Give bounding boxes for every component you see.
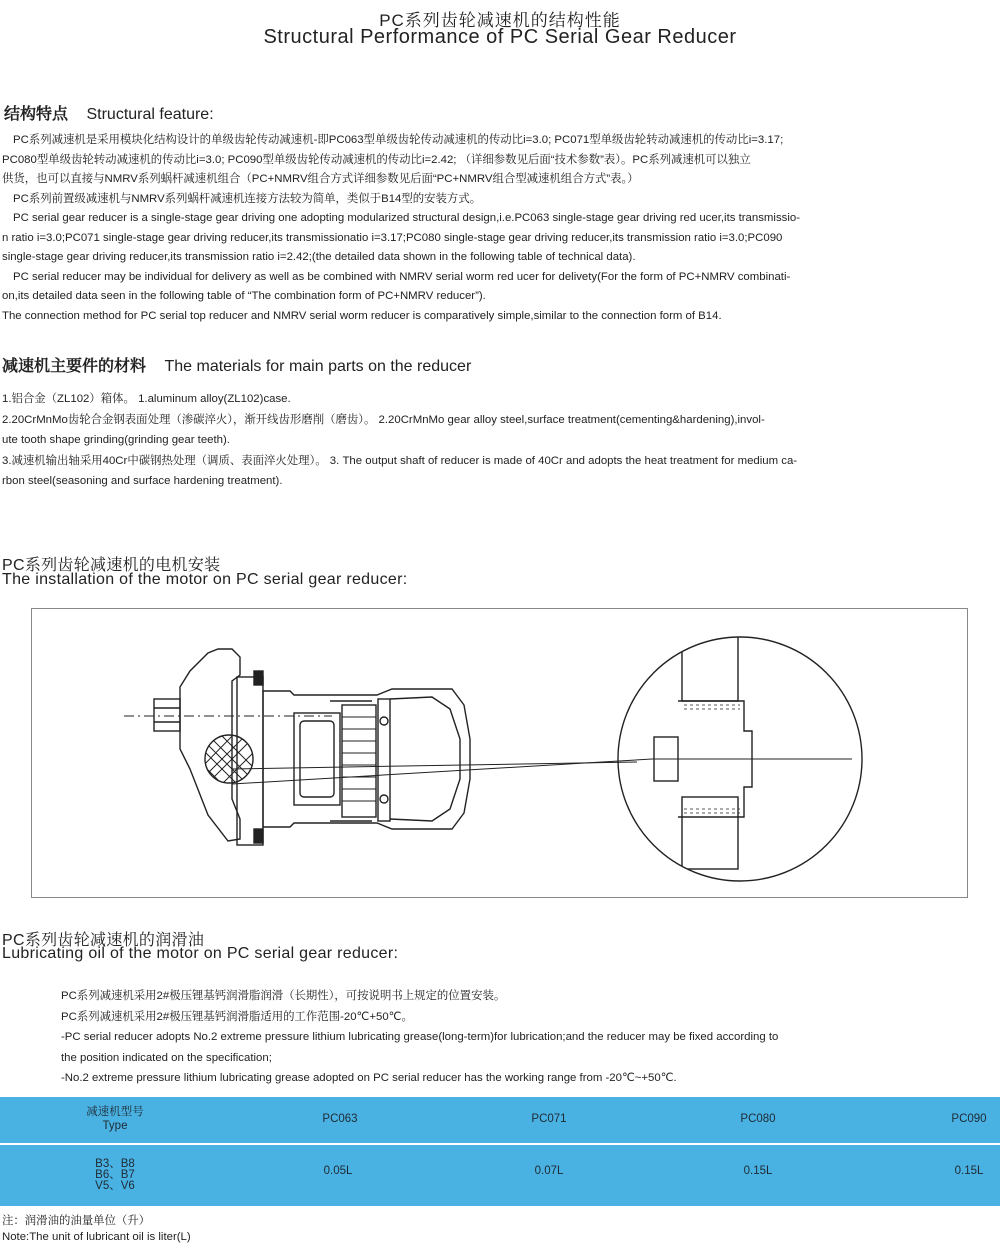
value-cell: 0.05L <box>323 1165 353 1177</box>
lubrication-heading-en: Lubricating oil of the motor on PC serial gear reducer: <box>2 945 399 962</box>
structure-heading-en: Structural feature: <box>86 106 214 123</box>
note <box>2 1213 191 1245</box>
value-cell: 0.07L <box>534 1165 564 1177</box>
type-header-cn: 减速机型号 <box>86 1106 144 1118</box>
materials-line: 1.铝合金（ZL102）箱体。 1.aluminum alloy(ZL102)case. <box>2 393 291 405</box>
motor-installation-drawing <box>31 608 968 898</box>
structure-line: single-stage gear driving reducer,its transmission ratio i=2.42;(the detailed data shown in the following table of technical data). <box>2 251 636 263</box>
lubrication-line: -No.2 extreme pressure lithium lubricating grease adopted on PC serial reducer has the working range from -20℃~+50℃. <box>61 1072 677 1084</box>
position-cell <box>65 1159 165 1192</box>
title-en: Structural Performance of PC Serial Gear Reducer <box>263 26 737 48</box>
type-header <box>65 1105 165 1133</box>
value-cell: 0.15L <box>743 1165 773 1177</box>
structure-heading <box>4 101 214 124</box>
type-header-en: Type <box>102 1120 128 1132</box>
structure-heading-cn: 结构特点 <box>4 106 69 123</box>
structure-line: PC系列减速机是采用模块化结构设计的单级齿轮传动减速机-即PC063型单级齿轮传动减速机的传动比i=3.0; PC071型单级齿轮转动减速机的传动比i=3.17; <box>13 134 784 146</box>
gear-reducer-diagram <box>32 609 967 897</box>
structure-body <box>2 131 997 326</box>
lubricant-table <box>0 1097 1000 1206</box>
note-cn: 注：润滑油的油量单位（升） <box>2 1215 151 1227</box>
structure-line: PC serial gear reducer is a single-stage gear driving one adopting modularized structural design,i.e.PC063 single-stage gear driving red ucer,its transmissio- <box>13 212 800 224</box>
note-en: Note:The unit of lubricant oil is liter(L) <box>2 1231 191 1243</box>
lubrication-heading-cn: PC系列齿轮减速机的润滑油 <box>2 932 205 949</box>
title-cn: PC系列齿轮减速机的结构性能 <box>379 11 621 30</box>
model-header: PC071 <box>531 1113 567 1125</box>
materials-heading-cn: 减速机主要件的材料 <box>2 358 147 375</box>
materials-body <box>2 389 797 492</box>
structure-line: on,its detailed data seen in the following table of “The combination form of PC+NMRV reducer”). <box>2 290 486 302</box>
structure-line: 供货，也可以直接与NMRV系列蜗杆减速机组合（PC+NMRV组合方式详细参数见后面“PC+NMRV组合型减速机组合方式”表。） <box>2 173 639 185</box>
table-divider <box>0 1143 1000 1145</box>
installation-heading-en: The installation of the motor on PC serial gear reducer: <box>2 571 408 588</box>
lubrication-body <box>61 986 778 1089</box>
structure-line: PC serial reducer may be individual for delivery as well as be combined with NMRV serial worm red ucer for delivety(For the form of PC+NMRV combinati- <box>13 270 791 283</box>
lubrication-line: PC系列减速机采用2#极压锂基钙润滑脂适用的工作范围-20℃+50℃。 <box>61 1010 413 1023</box>
lubrication-line: the position indicated on the specification; <box>61 1051 272 1064</box>
materials-line: 3.减速机输出轴采用40Cr中碳钢热处理（调质、表面淬火处理）。 3. The output shaft of reducer is made of 40Cr and adopts the heat treatment for medium ca- <box>2 454 798 467</box>
model-header: PC080 <box>740 1113 776 1125</box>
lubrication-line: PC系列减速机采用2#极压锂基钙润滑脂润滑（长期性），可按说明书上规定的位置安装。 <box>61 990 506 1002</box>
materials-heading-en: The materials for main parts on the reducer <box>164 358 472 375</box>
model-header: PC063 <box>322 1113 358 1125</box>
materials-line: ute tooth shape grinding(grinding gear teeth). <box>2 434 230 446</box>
materials-heading <box>2 353 471 376</box>
model-header: PC090 <box>951 1113 987 1125</box>
structure-line: The connection method for PC serial top reducer and NMRV serial worm reducer is comparatively simple,similar to the connection form of B14. <box>2 309 722 322</box>
position-item: B3、B8 <box>95 1158 135 1170</box>
structure-line: n ratio i=3.0;PC071 single-stage gear driving reducer,its transmissionatio i=3.17;PC080 single-stage gear driving reducer,its transmission ratio i=3.0;PC090 <box>2 231 783 244</box>
position-item: B6、B7 <box>95 1169 135 1181</box>
materials-line: rbon steel(seasoning and surface hardening treatment). <box>2 475 283 487</box>
materials-line: 2.20CrMnMo齿轮合金钢表面处理（渗碳淬火），渐开线齿形磨削（磨齿）。 2.20CrMnMo gear alloy steel,surface treatment(cementing&hardening),invol- <box>2 413 765 426</box>
structure-line: PC080型单级齿轮转动减速机的传动比i=3.0; PC090型单级齿轮传动减速机的传动比i=2.42; （详细参数见后面“技术参数”表）。PC系列减速机可以独立 <box>2 153 751 166</box>
installation-heading-cn: PC系列齿轮减速机的电机安装 <box>2 557 221 574</box>
lubrication-line: -PC serial reducer adopts No.2 extreme pressure lithium lubricating grease(long-term)for lubrication;and the reducer may be fixed according to <box>61 1031 779 1043</box>
position-item: V5、V6 <box>95 1180 135 1192</box>
value-cell: 0.15L <box>954 1165 984 1177</box>
structure-line: PC系列前置级减速机与NMRV系列蜗杆减速机连接方法较为简单，类似于B14型的安装方式。 <box>13 192 482 205</box>
